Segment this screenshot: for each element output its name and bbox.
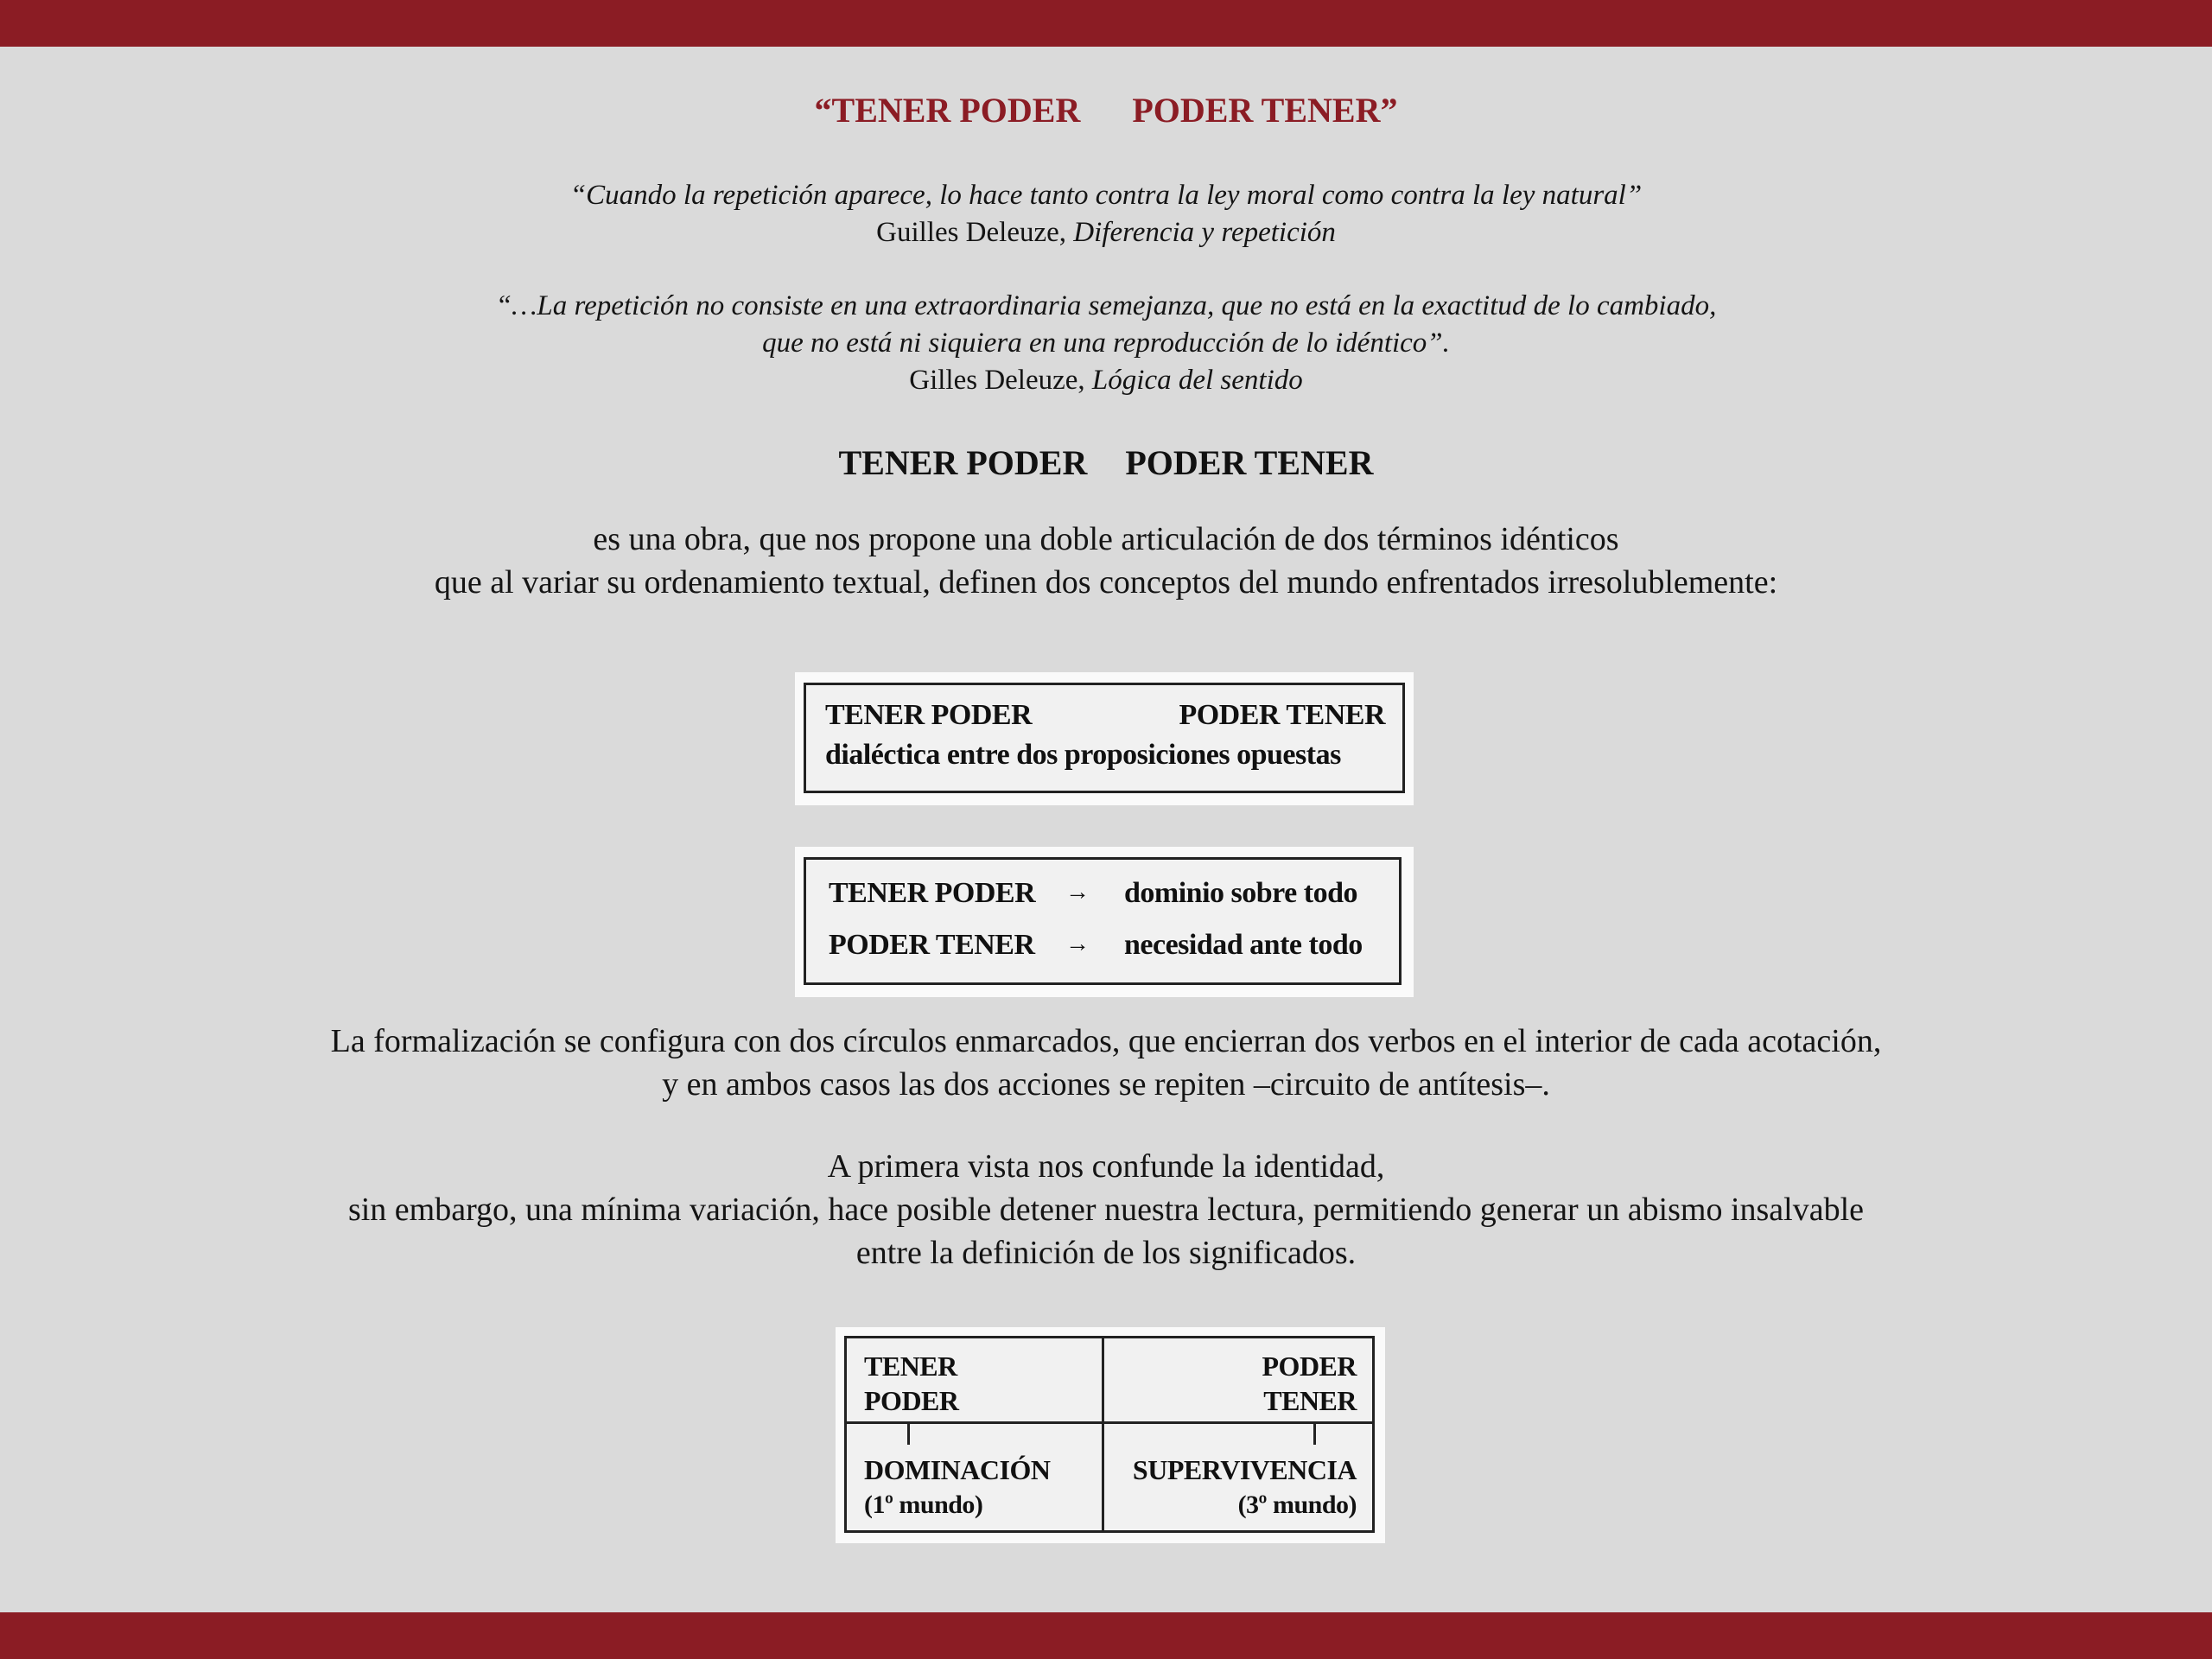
subtitle-left: TENER PODER (838, 443, 1088, 482)
box2-row1-definition: dominio sobre todo (1124, 877, 1357, 909)
intro-line1: es una obra, que nos propone una doble articulación de dos términos idénticos (593, 521, 1619, 557)
box2-row2-term: PODER TENER (829, 929, 1035, 961)
quote2-attribution (0, 365, 2212, 397)
section-heading (0, 442, 2212, 483)
title-left: “TENER PODER (814, 91, 1081, 130)
quote1-text: “Cuando la repetición aparece, lo hace tanto contra la ley moral como contra la ley natural” (569, 180, 1643, 211)
para2-line1: La formalización se configura con dos círculos enmarcados, que encierran dos verbos en el interior de cada acotación, (330, 1023, 1882, 1059)
box3-right-bottom2: (3º mundo) (1237, 1491, 1357, 1519)
quote2-line1: “…La repetición no consiste en una extraordinaria semejanza, que no está en la exactitud de lo cambiado, (495, 290, 1717, 321)
box1-caption: dialéctica entre dos proposiciones opuestas (825, 739, 1341, 771)
diagram-dialectic (795, 672, 1414, 805)
diagram-definitions (795, 847, 1414, 997)
table-row-divider (847, 1421, 1372, 1424)
box3-right-top2: TENER (1263, 1385, 1357, 1416)
quote2-work: Lógica del sentido (1091, 365, 1303, 396)
quote1-work: Diferencia y repetición (1073, 217, 1336, 248)
bottom-banner (0, 1612, 2212, 1659)
box2-row2-definition: necesidad ante todo (1124, 929, 1363, 961)
arrow-down-icon (907, 1424, 910, 1445)
diagram-worlds-frame (844, 1336, 1375, 1533)
para3-line1: A primera vista nos confunde la identidad, (827, 1148, 1385, 1185)
title-right: PODER TENER” (1132, 91, 1398, 130)
box2-row1-term: TENER PODER (829, 877, 1036, 909)
table-column-divider (1102, 1338, 1104, 1530)
box3-left-bottom1: DOMINACIÓN (864, 1454, 1051, 1485)
diagram-dialectic-frame (804, 683, 1405, 793)
box3-right-top1: PODER (1262, 1351, 1357, 1382)
box3-left-top1: TENER (864, 1351, 957, 1382)
box1-right-term: PODER TENER (1179, 699, 1385, 731)
diagram-definitions-frame (804, 857, 1402, 985)
para3-line2: sin embargo, una mínima variación, hace posible detener nuestra lectura, permitiendo generar un abismo insalvable (347, 1192, 1865, 1228)
intro-line2: que al variar su ordenamiento textual, definen dos conceptos del mundo enfrentados irresolublemente: (434, 564, 1778, 601)
quote2-author: Gilles Deleuze, (909, 365, 1085, 396)
box3-left-top2: PODER (864, 1385, 959, 1416)
para2-line2: y en ambos casos las dos acciones se repiten –circuito de antítesis–. (662, 1066, 1550, 1103)
box3-right-bottom1: SUPERVIVENCIA (1132, 1454, 1357, 1485)
arrow-right-icon: → (1065, 931, 1090, 957)
para3-line3: entre la definición de los significados. (855, 1235, 1357, 1271)
subtitle-right: PODER TENER (1125, 443, 1374, 482)
quote1-author: Guilles Deleuze, (876, 217, 1067, 248)
arrow-down-icon (1313, 1424, 1316, 1445)
box3-left-bottom2: (1º mundo) (864, 1491, 983, 1519)
page-title (0, 90, 2212, 130)
arrow-right-icon: → (1065, 879, 1090, 906)
top-banner (0, 0, 2212, 47)
box1-left-term: TENER PODER (825, 699, 1033, 731)
quote1-attribution (0, 217, 2212, 249)
diagram-worlds (836, 1327, 1385, 1543)
quote2-line2: que no está ni siquiera en una reproducción de lo idéntico”. (762, 327, 1450, 359)
